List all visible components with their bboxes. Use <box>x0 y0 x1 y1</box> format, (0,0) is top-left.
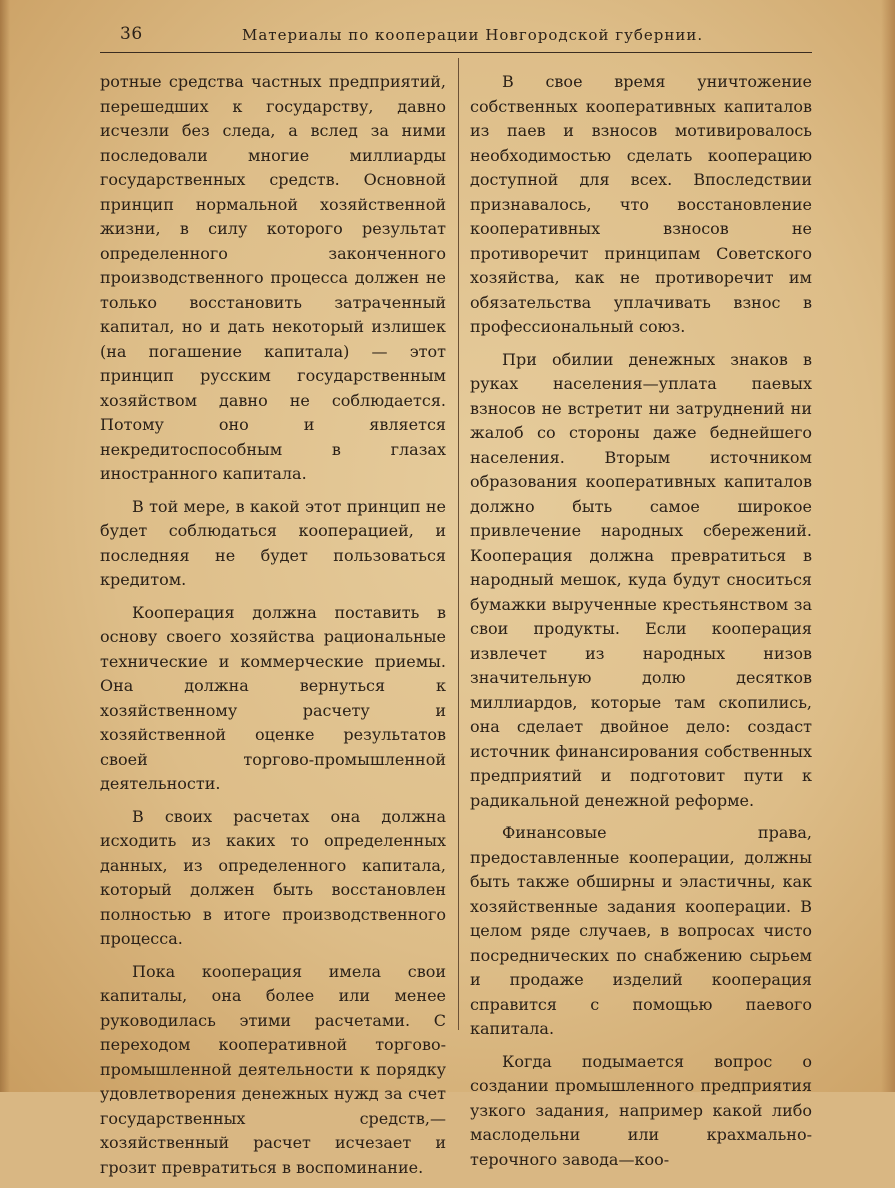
paragraph: При обилии денежных знаков в руках населения—уплата паевых взносов не встретит ни затруднений ни жалоб со стороны даже беднейшего населения. Вторым источником образования кооперативных капиталов должно быть самое широкое привлечение народных сбережений. Кооперация должна превратиться в народный мешок, куда будут сноситься бумажки вырученные крестьянством за свои продукты. Если кооперация извлечет из народных низов значительную долю десятков миллиардов, которые там скопились, она сделает двойное дело: создаст источник финансирования собственных предприятий и подготовит пути к радикальной денежной реформе. <box>470 349 812 810</box>
left-column <box>100 70 446 1188</box>
paragraph: ротные средства частных предприятий, перешедших к государству, давно исчезли без следа, а вслед за ними последовали многие миллиарды государственных средств. Основной принцип нормальной хозяйственной жизни, в силу которого результат определенного законченного производственного процесса должен не только восстановить затраченный капитал, но и дать некоторый излишек (на погашение капитала) — этот принцип русским государственным хозяйством давно не соблюдается. Потому оно и является некредитоспособным в глазах иностранного капитала. <box>100 72 446 483</box>
paragraph: В свое время уничтожение собственных кооперативных капиталов из паев и взносов мотивировалось необходимостью сделать кооперацию доступной для всех. Впоследствии признавалось, что восстановление кооперативных взносов не противоречит принципам Советского хозяйства, как не противоречит им обязательства уплачивать взнос в профессиональный союз. <box>470 72 812 336</box>
paragraph: В той мере, в какой этот принцип не будет соблюдаться кооперацией, и последняя не будет пользоваться кредитом. <box>100 496 446 589</box>
paragraph: Когда подымается вопрос о создании промышленного предприятия узкого задания, например какой либо маслодельни или крахмально-терочного завода—коо- <box>470 1051 812 1169</box>
page-header <box>100 18 812 53</box>
paragraph: В своих расчетах она должна исходить из каких то определенных данных, из определенного капитала, который должен быть восстановлен полностью в итоге производственного процесса. <box>100 806 446 948</box>
column-divider <box>458 58 459 1030</box>
right-column <box>470 70 812 1180</box>
running-title: Материалы по кооперации Новгородской губернии. <box>242 26 704 44</box>
paragraph: Кооперация должна поставить в основу своего хозяйства рациональные технические и коммерческие приемы. Она должна вернуться к хозяйственному расчету и хозяйственной оценке результатов своей торгово-промышленной деятельности. <box>100 602 446 793</box>
paragraph: Пока кооперация имела свои капиталы, она более или менее руководилась этими расчетами. С переходом кооперативной торгово-промышленной деятельности к порядку удовлетворения денежных нужд за счет государственных средств,—хозяйственный расчет исчезает и грозит превратиться в воспоминание. <box>100 961 446 1177</box>
paragraph: Финансовые права, предоставленные кооперации, должны быть также обширны и эластичны, как хозяйственные задания кооперации. В целом ряде случаев, в вопросах чисто посреднических по снабжению сырьем и продаже изделий кооперация справится с помощью паевого капитала. <box>470 823 812 1038</box>
page-number: 36 <box>120 24 143 44</box>
